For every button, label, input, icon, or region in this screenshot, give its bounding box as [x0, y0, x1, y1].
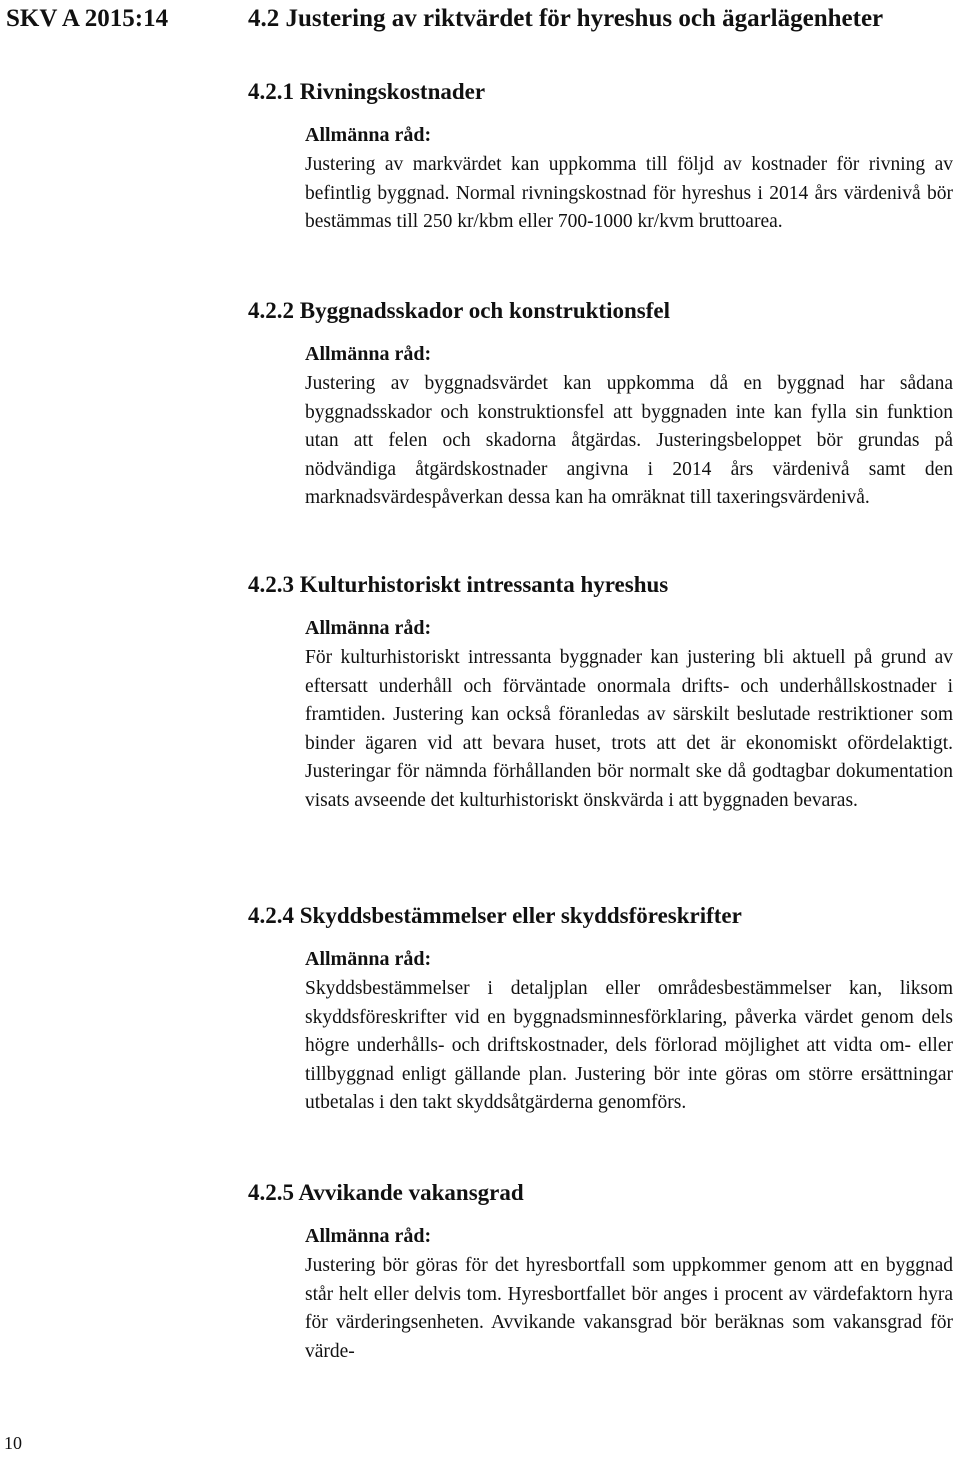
- subsection-vakansgrad: [248, 1178, 953, 1366]
- subsection-kulturhistoriskt: [248, 570, 953, 816]
- page-number: 10: [4, 1433, 22, 1453]
- general-advice-label: Allmänna råd:: [305, 124, 432, 146]
- subsection-skyddsbestammelser: [248, 901, 953, 1118]
- general-advice-label: Allmänna råd:: [305, 343, 432, 365]
- subsection-heading: 4.2.2 Byggnadsskador och konstruktionsfel: [248, 298, 670, 323]
- subsection-heading: 4.2.3 Kulturhistoriskt intressanta hyreshus: [248, 572, 669, 597]
- general-advice-text: Justering av byggnadsvärdet kan uppkomma då en byggnad har sådana byggnadsskador och konstruktionsfel att byggnaden inte kan fylla sin funktion utan att felen och skadorna åtgärdas. Justeringsbeloppet bör grundas på nödvändiga åtgärdskostnader angivna i 2014 års värdenivå samt den marknadsvärdespåverkan dessa kan ha omräknat till taxeringsvärdenivå.: [305, 373, 953, 509]
- subsection-heading: 4.2.5 Avvikande vakansgrad: [248, 1180, 524, 1205]
- section-title: 4.2 Justering av riktvärdet för hyreshus och ägarlägenheter: [248, 5, 884, 32]
- document-code: SKV A 2015:14: [6, 5, 169, 32]
- general-advice-text: Justering bör göras för det hyresbortfall som uppkommer genom att en byggnad står helt eller delvis tom. Hyresbortfallet bör anges i procent av värdefaktorn hyra för värderingsenheten. Avvikande vakansgrad bör beräknas som vakansgrad för värde-: [305, 1255, 953, 1362]
- subsection-rivningskostnader: [248, 77, 953, 237]
- general-advice-text: Skyddsbestämmelser i detaljplan eller områdesbestämmelser kan, liksom skyddsföreskrifter vid en byggnadsminnesförklaring, påverka värdet genom dels högre underhålls- och driftskostnader, dels förlorad möjlighet att vidta om- eller tillbyggnad enligt gällande plan. Justering bör inte göras om större ersättningar utbetalas i den takt skyddsåtgärderna genomförs.: [305, 978, 953, 1114]
- subsection-byggnadsskador: [248, 296, 953, 513]
- general-advice-label: Allmänna råd:: [305, 617, 432, 639]
- subsection-heading: 4.2.4 Skyddsbestämmelser eller skyddsföreskrifter: [248, 903, 742, 928]
- general-advice-text: Justering av markvärdet kan uppkomma till följd av kostnader för rivning av befintlig byggnad. Normal rivningskostnad för hyreshus i 2014 års värdenivå bör bestämmas till 250 kr/kbm eller 700-1000 kr/kvm bruttoarea.: [305, 154, 953, 233]
- subsection-heading: 4.2.1 Rivningskostnader: [248, 79, 486, 104]
- general-advice-text: För kulturhistoriskt intressanta byggnader kan justering bli aktuell på grund av eftersatt underhåll och förväntade onormala drifts- och underhållskostnader i framtiden. Justering kan också föranledas av särskilt beslutade restriktioner som binder ägaren vid att bevara huset, trots att det är ekonomiskt ofördelaktigt. Justeringar för nämnda förhållanden bör normalt ske då godtagbar dokumentation visats avseende det kulturhistoriskt önskvärda i att byggnaden bevaras.: [305, 647, 953, 811]
- general-advice-label: Allmänna råd:: [305, 948, 432, 970]
- general-advice-label: Allmänna råd:: [305, 1225, 432, 1247]
